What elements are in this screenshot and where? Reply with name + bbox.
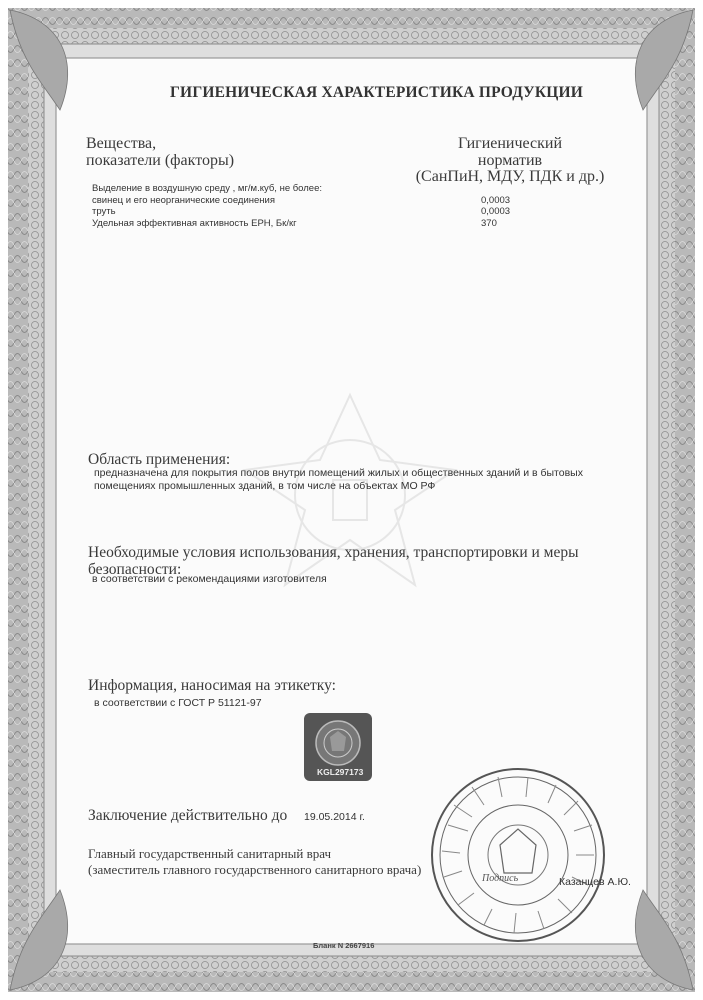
conditions-heading: безопасности: xyxy=(88,561,182,578)
signer-title: Главный государственный санитарный врач xyxy=(88,846,332,861)
hologram-sticker xyxy=(304,713,372,781)
signer-title-deputy: (заместитель главного государственного санитарного врача) xyxy=(88,862,422,877)
row-label: свинец и его неорганические соединения xyxy=(92,195,275,206)
label-info-text: в соответствии с ГОСТ Р 51121-97 xyxy=(94,697,262,709)
row-value: 0,0003 xyxy=(481,206,511,217)
label-info-heading: Информация, наносимая на этикетку: xyxy=(88,677,336,694)
blank-number: Бланк N 2667916 xyxy=(313,941,375,950)
row-label: труть xyxy=(92,206,116,217)
signature-caption: Подпись xyxy=(482,873,519,884)
document-title: ГИГИЕНИЧЕСКАЯ ХАРАКТЕРИСТИКА ПРОДУКЦИИ xyxy=(170,84,584,101)
scope-text: помещениях промышленных зданий, в том числе на объектах МО РФ xyxy=(94,480,436,492)
official-stamp xyxy=(428,765,608,945)
row-label: Удельная эффективная активность ЕРН, Бк/кг xyxy=(92,218,297,229)
column-header-substances: Вещества, xyxy=(86,135,157,152)
scope-heading: Область применения: xyxy=(88,451,231,468)
conditions-text: в соответствии с рекомендациями изготовителя xyxy=(92,573,327,585)
column-header-norm-types: (СанПиН, МДУ, ПДК и др.) xyxy=(415,168,605,185)
row-label: Выделение в воздушную среду , мг/м.куб, не более: xyxy=(92,183,323,194)
row-value: 370 xyxy=(481,218,497,229)
column-header-norm: норматив xyxy=(477,152,543,169)
row-value: 0,0003 xyxy=(481,195,511,206)
column-header-hygienic: Гигиенический xyxy=(457,135,563,152)
signer-name: Казанцев А.Ю. xyxy=(559,876,631,888)
column-header-indicators: показатели (факторы) xyxy=(86,152,235,169)
hologram-code: KGL297173 xyxy=(317,767,364,777)
conditions-heading: Необходимые условия использования, хранения, транспортировки и меры xyxy=(88,544,579,561)
scope-text: предназначена для покрытия полов внутри помещений жилых и общественных зданий и в бытовых xyxy=(94,467,583,479)
valid-until-label: Заключение действительно до xyxy=(88,807,288,824)
valid-until-date: 19.05.2014 г. xyxy=(304,811,365,823)
